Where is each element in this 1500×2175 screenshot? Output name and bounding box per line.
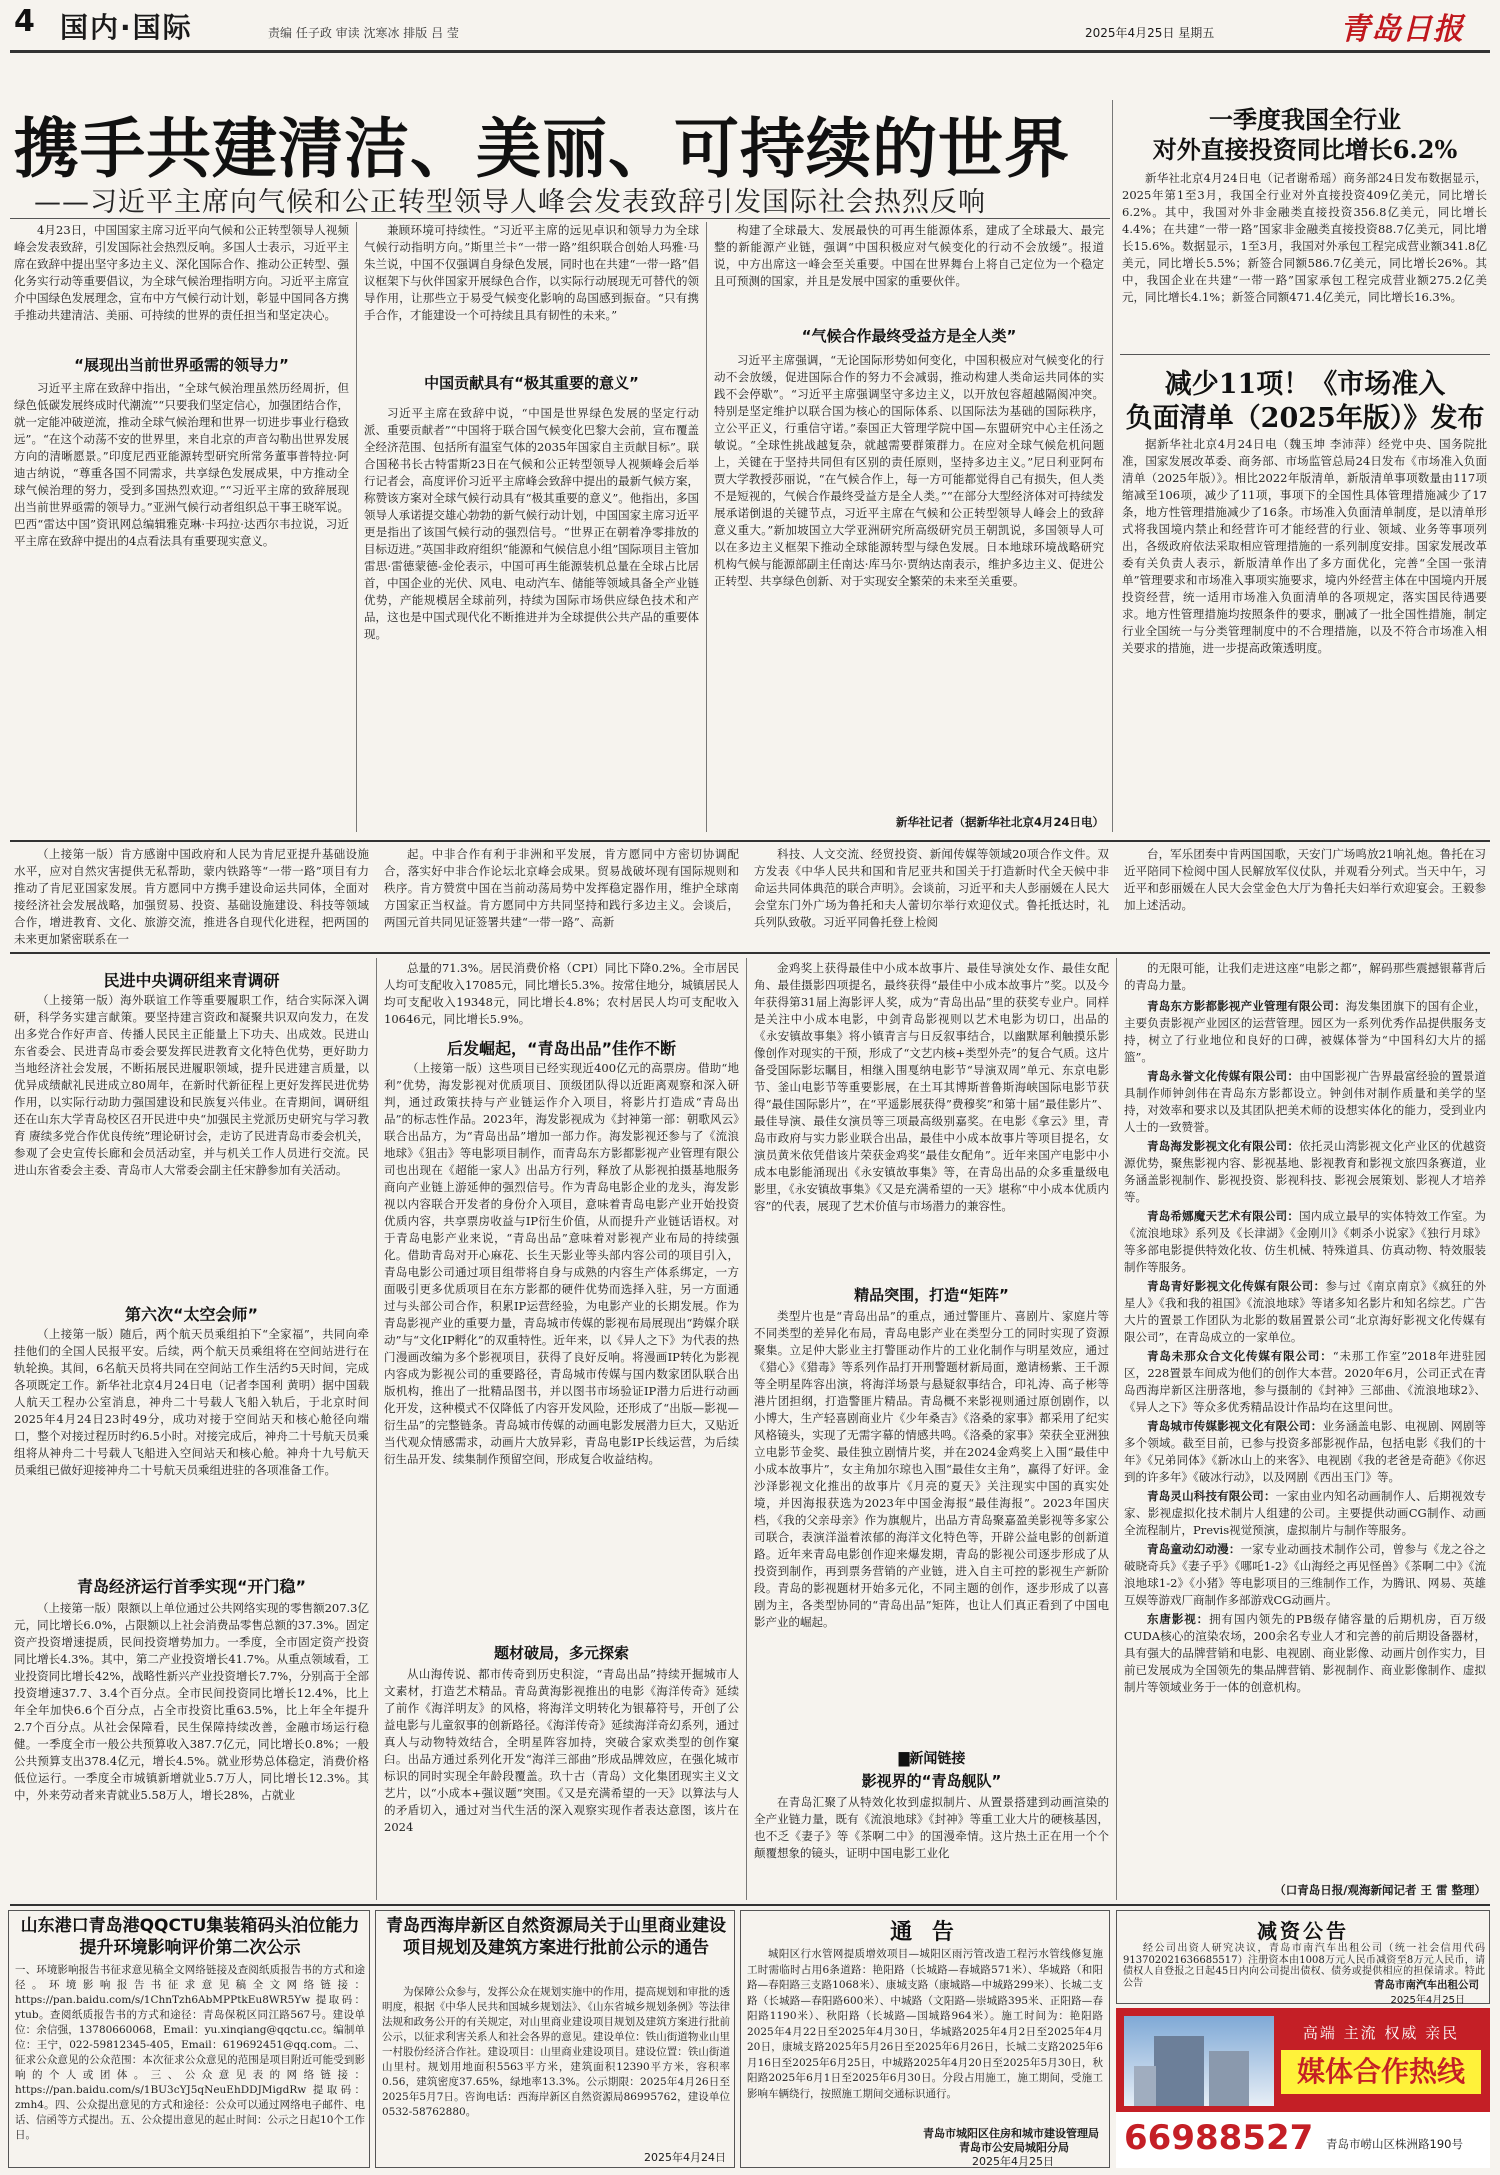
company-entry	[1124, 1138, 1486, 1206]
space-title: 第六次“太空会师”	[124, 1305, 259, 1324]
ad-port-notice	[8, 1910, 370, 2168]
cppcc-title: 民进中央调研组来青调研	[103, 971, 280, 990]
promo-ad	[1116, 2008, 1490, 2168]
section-name: 国内·国际	[60, 11, 193, 44]
company-entry	[1124, 1278, 1486, 1346]
company-entry	[1124, 1541, 1486, 1609]
newspaper-logo: 青岛日报	[1340, 12, 1464, 47]
col-divider	[376, 958, 377, 1900]
film-col4-top: 的无限可能，让我们走进这座“电影之都”，解码那些震撼银幕背后的青岛力量。	[1124, 961, 1486, 992]
company-desc: 国内成立最早的实体特效工作室。为《流浪地球》系列及《长津湖》《金刚川》《刺杀小说家》《独行月球》等多部电影提供特效化妆、仿生机械、特殊道具、仿真动物、特效服装制作等服务。	[1124, 1209, 1487, 1274]
company-name: 东唐影视：	[1147, 1612, 1210, 1626]
company-list	[1124, 998, 1486, 1878]
company-entry	[1124, 1488, 1486, 1539]
film-col1-top: 总量的71.3%。居民消费价格（CPI）同比下降0.2%。全市居民人均可支配收入17085元，同比增长5.3%。按常住地分，城镇居民人均可支配收入19348元，同比增长4.8%；农村居民人均可支配收入10646元，同比增长5.9%。	[384, 961, 739, 1026]
company-name: 青岛青好影视文化传媒有限公司：	[1147, 1279, 1326, 1293]
company-name: 青岛永誉文化传媒有限公司：	[1147, 1069, 1300, 1083]
space-body: （上接第一版）随后，两个航天员乘组拍下“全家福”，共同向牵挂他们的全国人民报平安。后续，两个航天员乘组将在空间站进行在轨轮换。其间，6名航天员将共同在空间站工作生活约5天时间，完成各项既定工作。新华社北京4月24日电（记者李国利 黄明）据中国载人航天工程办公室消息，神舟二十号载人飞船入轨后，于北京时间2025年4月24日23时49分，成功对接于空间站天和核心舱径向端口，整个对接过程历时约6.5小时。对接完成后，神舟二十号航天员乘组将从神舟二十号载人飞船进入空间站天和核心舱。神舟十九号航天员乘组已做好迎接神舟二十号航天员乘组进驻的各项准备工作。	[14, 1327, 369, 1477]
col-divider	[356, 222, 357, 832]
company-entry	[1124, 1348, 1486, 1416]
ad-traffic-notice	[740, 1910, 1110, 2168]
company-desc: 由中国影视广告界最富经验的置景道具制作师钟剑伟在青岛东方影都设立。钟剑伟对制作质量和美学的坚持，对效率和要求以及其团队把美术师的设想实体化的能力，受到业内人士的一致赞誉。	[1124, 1069, 1487, 1134]
promo-phone: 66988527	[1124, 2118, 1314, 2158]
film-title: 后发崛起，“青岛出品”佳作不断	[446, 1039, 677, 1058]
company-desc: 拥有国内领先的PB级存储容量的后期机房，百万级CUDA核心的渲染农场，200余名专业人才和完善的前后期设备器材，具有强大的品牌营销和电影、电视剧、商业影像、动画片创作实力，目前已发展成为全国领先的集品牌营销、影视制作、商业影像制作、虚拟制片等领域业务于一体的创意机构。	[1124, 1612, 1487, 1694]
company-name: 青岛灵山科技有限公司：	[1147, 1489, 1276, 1503]
lead-section1-body: 习近平主席在致辞中指出，“全球气候治理虽然历经周折，但绿色低碳发展终成时代潮流”“只要我们坚定信心，加强团结合作，就一定能冲破逆流，推动全球气候治理和世界一切进步事业行稳致远”。“在这个动荡不安的世界里，来自北京的声音勾勒出世界发展方向的清晰愿景。”印度尼西亚能源转型研究所常务董事普特拉·阿迪古纳说，“尊重各国不同需求，共享绿色发展成果，中方推动全球气候治理的努力，受到多国热烈欢迎。”“习近平主席的致辞展现出当前世界亟需的领导力。”亚洲气候行动者组织总干事王晓军说。巴西“雷达中国”资讯网总编辑雅克琳·卡玛拉·达西尔韦拉说，习近平主席在致辞中提出的4点看法具有重要现实意义。	[14, 381, 349, 548]
lead-col2-body: 兼顾环境可持续性。“习近平主席的远见卓识和领导力为全球气候行动指明方向。”斯里兰卡“一带一路”组织联合创始人玛雅·马朱兰说，中国不仅强调自身绿色发展，同时也在共建“一带一路”倡议框架下与伙伴国家开展绿色合作，以实际行动展现无可替代的领导作用，让那些立于易受气候变化影响的岛国感到振奋。“只有携手合作，才能建设一个可持续且具有韧性的未来。”	[364, 223, 699, 322]
ad-traffic-date: 2025年4月25日	[972, 2155, 1054, 2168]
ad-land-title: 青岛西海岸新区自然资源局关于山里商业建设项目规划及建筑方案进行批前公示的通告	[386, 1916, 726, 1958]
news-link-title: 影视界的“青岛舰队”	[861, 1772, 1002, 1790]
col-divider	[706, 222, 707, 832]
fdi-title-line1: 一季度我国全行业	[1209, 105, 1401, 134]
col-divider	[1116, 958, 1117, 1900]
company-desc: 业务涵盖电影、电视剧、网剧等多个领域。截至目前，已参与投资多部影视作品，包括电影《我们的十年》《兄弟同体》《新冰山上的来客》、电视剧《我的老爸是奇葩》《你迟到的许多年》《破冰行动》，以及网剧《西出玉门》等。	[1124, 1419, 1487, 1484]
company-desc: 海发集团旗下的国有企业，主要负责影视产业园区的运营管理。园区为一系列优秀作品提供服务支持，树立了行业地位和良好的口碑，被媒体誉为“中国科幻大片的摇篮”。	[1124, 999, 1487, 1064]
ad-traffic-body: 城阳区行水管网提质增效项目—城阳区雨污管改造工程污水管线修复施工时需临时占用6条道路：艳阳路（长城路—春城路571米）、华城路（和阳路—春阳路三支路1068米）、康城支路（康城路—中城路299米）、长城二支路（长城路—春阳路600米）、中城路（文阳路—崇城路395米、正阳路—春阳路1190米）、秋阳路（长城路—国城路964米）。施工时间为：艳阳路2025年4月22日至2025年4月30日，华城路2025年4月2日至2025年4月20日，康城支路2025年5月26日至2025年6月26日，长城二支路2025年6月16日至2025年6月25日，中城路2025年4月20日至2025年5月30日，秋阳路2025年6月1日至2025年6月30日。分段占用施工，施工期间，受施工影响车辆绕行，按照施工期间交通标识通行。	[747, 1948, 1103, 2100]
film-body-3: 类型片也是“青岛出品”的重点，通过警匪片、喜剧片、家庭片等不同类型的差异化布局，青岛电影产业在类型分工的同时实现了资源聚集。立足仲大影业主打警匪动作片的工业化制作与明星效应，通过《猎心》《猎毒》等系列作品打开刑警题材新局面，邀请杨紫、王千源等全明星阵容出演，将海洋场景与悬疑叙事结合，印礼涛、高子彬等港片团担纲，打造警匪片精品。青岛概不来影视则通过原创剧作，以小博大，生产轻喜剧商业片《少年桑吉》《洛桑的家事》都采用了纪实风格镜头，实现了无需字幕的情感共鸣。《洛桑的家事》荣获全亚洲独立电影节金奖、最佳独立剧情片奖，并在2024金鸡奖上入围“最佳中小成本故事片”，女主角加尔琼也入围“最佳女主角”，赢得了好评。金沙泽影视文化推出的故事片《月亮的夏天》关注现实中国的真实处境，并因海报获选为2023年中国金海报“最佳海报”。2023年国庆档，《我的父亲母亲》作为旗舰片，出品方青岛聚嘉盈美影视等多家公司联合，表演洋溢着浓郁的海洋文化特色等，开辟公益电影的创新道路。近年来青岛电影创作迎来爆发期，青岛的影视公司逐步形成了从投资到制作，再到票务营销的产业链，进入自主可控的影视生产新阶段。青岛的影视题材开始多元化，不同主题的创作，逐步形成了以喜剧为主，各类型协同的“青岛出品”矩阵，也让人们真正看到了中国电影产业的崛起。	[754, 1309, 1109, 1629]
company-list-byline: （口青岛日报/观海新闻记者 王 雷 整理）	[1274, 1883, 1486, 1897]
company-entry	[1124, 1418, 1486, 1486]
lead-section2-body: 习近平主席在致辞中说，“中国是世界绿色发展的坚定行动派、重要贡献者”“中国将于联合国气候变化巴黎大会前，宣布覆盖全经济范围、包括所有温室气体的2035年国家自主贡献目标”。联合国秘书长古特雷斯23日在气候和公正转型领导人视频峰会后举行记者会，高度评价习近平主席峰会致辞中提出的最新气候方案，称赞该方案对全球气候行动具有“极其重要的意义”。他指出，多国领导人承诺提交雄心勃勃的新气候行动计划，中国国家主席习近平更是指出了该国气候行动的强烈信号。“世界正在朝着净零排放的目标迈进。”英国非政府组织“能源和气候信息小组”国际项目主管加雷思·雷德蒙德-金伦表示，中国可再生能源装机总量在全球占比居首，中国企业的光伏、风电、电动汽车、储能等领域具备全产业链优势，产能规模居全球前列，持续为国际市场供应绿色技术和产品，这也是中国式现代化不断推进并为全球提供公共产品的重要体现。	[364, 406, 699, 641]
economy-body: （上接第一版）限额以上单位通过公共网络实现的零售额207.3亿元，同比增长6.0%，占限额以上社会消费品零售总额的37.3%。固定资产投资增速提质，民间投资增势加力。一季度，全市固定资产投资同比增长4.3%。其中，第二产业投资增长41.7%。从重点领域看，工业投资同比增长42%，战略性新兴产业投资增长7.7%，分别高于全部投资增速37.7、3.4个百分点。全市民间投资同比增长12.4%，比上年全年加快6.6个百分点，占全市投资比重63.5%，比上年全年提升2.7个百分点。从社会保障看，民生保障持续改善，金融市场运行稳健。一季度全市一般公共预算收入387.7亿元，同比增长0.8%；一般公共预算支出378.4亿元，增长4.5%。就业形势总体稳定，消费价格低位运行。一季度全市城镇新增就业5.7万人，同比增长12.3%。其中，外来劳动者来青就业5.58万人，增长28%，占就业	[14, 1601, 369, 1802]
company-entry	[1124, 1068, 1486, 1136]
fdi-body: 新华社北京4月24日电（记者谢希瑶）商务部24日发布数据显示，2025年第1至3月，我国全行业对外直接投资409亿美元，同比增长6.2%。其中，我国对外非金融类直接投资356.8亿美元，同比增长4.4%；在共建“一带一路”国家非金融类直接投资88.7亿美元，同比增长15.6%。数据显示，1至3月，我国对外承包工程完成营业额341.8亿美元，同比增长5.5%；新签合同额586.7亿美元，同比增长26%。其中，我国企业在共建“一带一路”国家承包工程完成营业额275.2亿美元，同比增长4.1%；新签合同额471.4亿美元，同比增长16.3%。	[1122, 171, 1487, 304]
lead-rule	[10, 218, 1110, 219]
issue-date: 2025年4月25日 星期五	[1085, 26, 1215, 40]
lead-headline: 携手共建清洁、美丽、可持续的世界	[14, 111, 1071, 187]
ad-capital-date: 2025年4月25日	[1390, 1995, 1465, 2006]
film-subtitle-2: 精品突围，打造“矩阵”	[854, 1286, 1009, 1304]
header-rule	[10, 50, 1490, 53]
company-desc: 一家由业内知名动画制作人、后期视效专家、影视虚拟化技术制片人组建的公司。主要提供动画CG制作、动画全流程制片，Previs视觉预演，虚拟制片与制作等服务。	[1124, 1489, 1487, 1537]
col-divider	[1112, 100, 1113, 832]
company-name: 青岛未那众合文化传媒有限公司：	[1147, 1349, 1333, 1363]
ad-capital-title: 减资公告	[1257, 1919, 1349, 1943]
ad-port-title: 山东港口青岛港QQCTU集装箱码头泊位能力提升环境影响评价第二次公示	[20, 1916, 360, 1958]
list-title-line1: 减少11项！《市场准入	[1164, 369, 1446, 400]
company-desc: 参与过《南京南京》《疯狂的外星人》《我和我的祖国》《流浪地球》等诸多知名影片和知名综艺。广告大片的置景工作团队为北影的数届置景公司“北京海好影视文化传媒有限公司”，在青岛成立的一家单位。	[1124, 1279, 1487, 1344]
company-name: 青岛希娜魔天艺术有限公司：	[1147, 1209, 1300, 1223]
lead-intro: 4月23日，中国国家主席习近平向气候和公正转型领导人视频峰会发表致辞，引发国际社会热烈反响。多国人士表示，习近平主席在致辞中提出坚守多边主义、深化国际合作、推动公正转型、强化务实行动等重要倡议，为全球气候治理指明方向。习近平主席宣介中国绿色发展理念，宣布中方气候行动计划，彰显中国同各方携手推动共建清洁、美丽、可持续的世界的责任担当和坚定决心。	[14, 223, 349, 322]
company-desc: “未那工作室”2018年进驻园区，228置景车间成为他们的创作大本营。2020年6月，公司正式在青岛西海岸新区注册落地，参与摄制的《封神》三部曲、《流浪地球2》、《异人之下》等众多优秀精品设计作品均在这里问世。	[1124, 1349, 1486, 1414]
col-divider	[746, 958, 747, 1900]
section-rule	[10, 1904, 1490, 1906]
ad-capital-body: 经公司出资人研究决议，青岛市南汽车出租公司（统一社会信用代码913702021636685517）注册资本由1008万元人民币减资至8万元人民币，请债权人自登报之日起45日内向公司提出债权、债务或提供相应的担保请求。特此公告	[1123, 1943, 1485, 1989]
lead-col3-top: 构建了全球最大、发展最快的可再生能源体系，建成了全球最大、最完整的新能源产业链，强调“中国积极应对气候变化的行动不会放缓”。报道说，中方出席这一峰会至关重要。中国在世界舞台上将自己定位为一个稳定且可预测的国家，并且是发展中国家的重要伙伴。	[714, 223, 1104, 288]
side-rule	[1120, 354, 1490, 355]
list-body: 据新华社北京4月24日电（魏玉坤 李沛萍）经党中央、国务院批准，国家发展改革委、商务部、市场监管总局24日发布《市场准入负面清单（2025年版）》。相比2022年版清单，新版清单事项数量由117项缩减至106项，减少了11项，事项下的全国性具体管理措施减少了17条，地方性管理措施减少了16条。市场准入负面清单制度，是以清单形式将我国境内禁止和经营许可才能经营的行业、领域、业务等事项列出，各级政府依法采取相应管理措施的一系列制度安排。国家发展改革委有关负责人表示，新版清单作出了多方面优化，完善“全国一张清单”管理要求和市场准入事项实施要求，境内外经营主体在中国境内开展投资经营，统一适用市场准入负面清单的各项规定，落实国民待遇要求。地方性管理措施均按照条件的要求，删减了一批全国性措施，制定行业全国统一与分类管理制度中的不合理措施，以及不符合市场准入相关要求的措施，进一步提高政策透明度。	[1122, 437, 1487, 655]
cppcc-body: （上接第一版）海外联谊工作等重要履职工作，结合实际深入调研，科学务实建言献策。要坚持建言资政和凝聚共识双向发力，在发出多党合作好声音、传播人民民主正能量上下功夫、出成效。民进山东省委会、民进青岛市委会要发挥民进教育文化特色优势，更好助力当地经济社会发展，不断拓展民进履职领域，提升民进建言质量，以优异成绩献礼民进成立80周年，在新时代新征程上更好发挥民进优势作用，以实际行动助力强国建设和民族复兴伟业。在青期间，调研组还在山东大学青岛校区召开民进中央“加强民主党派历史研究与学习教育 赓续多党合作优良传统”理论研讨会，走访了民进青岛市委会机关，参观了会史宣传长廊和会员活动室，并与机关工作人员进行交流。民进山东省委会主委、青岛市人大常委会副主任宋静参加有关活动。	[14, 993, 369, 1177]
film-col3-top: 金鸡奖上获得最佳中小成本故事片、最佳导演处女作、最佳女配角、最佳摄影四项提名，最终获得“最佳中小成本故事片”奖。以及今年获得第31届上海影评人奖，成为“青岛出品”里的获奖专业户。同样是关注中小成本电影，中剑青岛影视则以艺术电影为切口，出品的《永安镇故事集》将小镇青言与日反叙事结合，以幽默犀利触摸乐影像创作对现实的干预，形成了“文艺内核+类型外壳”的复合气质。这片备受国际影坛瞩目，相继入围戛纳电影节“导演双周”单元、东京电影节、釜山电影节等重要影展，在土耳其博斯普鲁斯海峡国际电影节获得“最佳国际影片”，在“平遥影展获得”费穆奖”和第十届“最佳影片”、最佳导演、最佳女演员等三项最高级别嘉奖。在电影《拿云》里，青岛市政府与实力影业联合出品，最佳中小成本故事片等项目提名，女演员黄米依凭借该片荣获金鸡奖“最佳女配角”。近年来国产电影中小成本电影能涌现出《永安镇故事集》等，在青岛出品的众多重量级电影里，《永安镇故事集》《又是充满希望的一天》堪称“中小成本优质内容”的代表，展现了艺术价值与市场潜力的兼容性。	[754, 961, 1109, 1213]
company-entry	[1124, 998, 1486, 1066]
company-desc: 一家专业动画技术制作公司，曾参与《龙之谷之破晓奇兵》《妻子乎》《哪吒1-2》《山海经之再见怪兽》《茶啊二中》《流浪地球1-2》《小猪》等电影项目的三维制作工作，为腾讯、网易、英雄互娱等游戏厂商制作多部游戏CG动画片。	[1124, 1542, 1487, 1607]
film-subtitle-1: 题材破局，多元探索	[493, 1644, 629, 1662]
lead-byline: 新华社记者（据新华社北京4月24日电）	[895, 815, 1104, 829]
ad-traffic-title: 通 告	[890, 1920, 960, 1945]
film-body: （上接第一版）这些项目已经实现近400亿元的高票房。借助“地利”优势，海发影视对优质项目、顶级团队得以近距离观察和深入研判，通过政策扶持与产业链运作介入项目，将影片打造成“青岛出品”的标志性作品。2023年，海发影视成为《封神第一部：朝歌风云》联合出品方，为“青岛出品”增加一部力作。海发影视还参与了《流浪地球》《狙击》等电影项目制作，而青岛东方影都影视产业管理有限公司也出现在《超能一家人》出品方行列，释放了从影视拍摄基地服务商向产业链上游延伸的强烈信号。作为青岛电影企业的龙头，海发影视以内容联合开发者的身份介入项目，意味着青岛电影产业开始投资优质内容，共享票房收益与IP衍生价值，从而提升产业链话语权。对于青岛电影产业来说，“青岛出品”意味着对影视产业布局的持续强化。借助青岛对开心麻花、长生天影业等头部内容公司的项目引入，青岛电影公司通过项目组带将自身与成熟的内容生产体系绑定，一方面吸引更多优质项目在东方影都的硬件优势而选择入驻，另一方面通过与头部公司合作，积累IP运营经验，为电影产业的长期发展。作为青岛影视产业的重要力量，青岛城市传媒的影视布局展现出“跨媒介联动”与“文化IP孵化”的双重特性。近年来，以《异人之下》为代表的热门漫画改编为多个影视项目，获得了良好反响。将漫画IP转化为影视内容成为影视公司的重要路径，青岛城市传媒与国内数家团队联合出版机构，推出了一批精品图书，并以图书市场验证IP潜力后进行动画化开发，这种模式不仅降低了内容开发风险，还形成了“出版—影视—衍生品”的完整链条。青岛城市传媒的动画电影发展潜力巨大，又贴近当代观众情感需求，动画片大放异彩，青岛电影IP长线运营，为后续衍生品开发、续集制作预留空间，形成复合收益结构。	[384, 1061, 739, 1466]
page-header	[0, 0, 1500, 50]
lead-section3-body: 习近平主席强调，“无论国际形势如何变化，中国积极应对气候变化的行动不会放缓，促进国际合作的努力不会减弱，推动构建人类命运共同体的实践不会停歇”。“习近平主席强调坚守多边主义，以开放包容超越隔阂冲突。特别是坚定维护以联合国为核心的国际体系、以国际法为基础的国际秩序，立公平正义，行重信守诺。”泰国正大管理学院中国—东盟研究中心主任汤之敏说。“全球性挑战越复杂，就越需要群策群力。在应对全球气候危机问题上，关键在于坚持共同但有区别的责任原则，坚持多边主义。”尼日利亚阿布贾大学教授莎丽说，“在气候合作上，每一方可能都觉得自己有损失，但人类不是短视的，气候合作最终受益方是全人类。”“在部分大型经济体对可持续发展承诺倒退的关键节点，习近平主席在气候和公正转型领导人峰会上的致辞意义重大。”新加坡国立大学亚洲研究所高级研究员王朝凯说，多国领导人可以在多边主义框架下推动全球能源转型与绿色发展。日本地球环境战略研究机构气候与能源部副主任南达·库马尔·贾纳达南表示，维护多边主义、促进公正转型、共享绿色创新、对于实现安全繁荣的未来至关重要。	[714, 353, 1104, 588]
company-name: 青岛海发影视文化有限公司：	[1147, 1139, 1300, 1153]
company-name: 青岛童动幻动漫：	[1147, 1542, 1241, 1556]
continuation-col1: （上接第一版）肯方感谢中国政府和人民为肯尼亚提升基础设施水平，应对自然灾害提供无私帮助，蒙内铁路等“一带一路”项目有力推动了肯尼亚国家发展。肯方愿同中方携手建设命运共同体，全面对接经济社会发展战略，加强贸易、投资、基础设施建设、科技等领域合作，增进教育、文化、旅游交流，推进各自现代化进程，把两国的未来更加紧密联系在一	[14, 847, 369, 946]
economy-title: 青岛经济运行首季实现“开门稳”	[76, 1577, 307, 1596]
lead-section3-title: “气候合作最终受益方是全人类”	[801, 327, 1017, 345]
ad-traffic-sign2: 青岛市公安局城阳分局	[959, 2141, 1069, 2154]
lead-subhead: ——习近平主席向气候和公正转型领导人峰会发表致辞引发国际社会热烈反响	[34, 187, 986, 218]
news-link-tag: ▇新闻链接	[898, 1751, 966, 1767]
continuation-col2: 起。中非合作有利于非洲和平发展，肯方愿同中方密切协调配合，落实好中非合作论坛北京峰会成果。贸易战破坏现有国际规则和秩序。肯方赞赏中国在当前动荡局势中发挥稳定器作用，维护全球南方国家正当权益。肯方愿同中方共同坚持和践行多边主义。会谈后，两国元首共同见证签署共建“一带一路”、高新	[384, 847, 739, 929]
list-title-line2: 负面清单（2025年版）》发布	[1125, 403, 1485, 434]
ad-traffic-sign1: 青岛市城阳区住房和城市建设管理局	[923, 2127, 1099, 2140]
fdi-title-line2: 对外直接投资同比增长6.2%	[1152, 135, 1458, 164]
continuation-col3: 科技、人文交流、经贸投资、新闻传媒等领域20项合作文件。双方发表《中华人民共和国和肯尼亚共和国关于打造新时代全天候中非命运共同体典范的联合声明》。会谈前，习近平和夫人彭丽媛在人民大会堂东门外广场为鲁托和夫人蕾切尔举行欢迎仪式。鲁托抵达时，礼兵列队致敬。习近平同鲁托登上检阅	[754, 847, 1109, 929]
company-entry	[1124, 1611, 1486, 1696]
editors-line: 责编 任子政 审读 沈寒冰 排版 吕 莹	[268, 26, 459, 40]
promo-footer	[1116, 2112, 1490, 2168]
ad-capital-sign: 青岛市南汽车出租公司	[1374, 1979, 1479, 1991]
section-rule	[10, 840, 1490, 842]
company-desc: 依托灵山湾影视文化产业区的优越资源优势，聚焦影视内容、影视基地、影视教育和影视文旅四条赛道，业务涵盖影视制作、影视投资、影视科技、影视会展策划、影视人才培养等。	[1124, 1139, 1487, 1204]
promo-title: 媒体合作热线	[1281, 2050, 1481, 2094]
continuation-col4: 台，军乐团奏中肯两国国歌，天安门广场鸣放21响礼炮。鲁托在习近平陪同下检阅中国人民解放军仪仗队，并观看分列式。当天中午，习近平和彭丽媛在人民大会堂金色大厅为鲁托夫妇举行欢迎宴会。王毅参加上述活动。	[1124, 847, 1486, 912]
company-entry	[1124, 1208, 1486, 1276]
building-icon	[1124, 2016, 1274, 2106]
promo-slogan: 高端 主流 权威 亲民	[1302, 2024, 1460, 2042]
company-name: 青岛城市传媒影视文化有限公司：	[1147, 1419, 1323, 1433]
ad-port-body: 一、环境影响报告书征求意见稿全文网络链接及查阅纸质报告书的方式和途径。环境影响报告书征求意见稿全文网络链接：https://pan.baidu.com/s/1ChnTzh6AbMPPtkEu8WR5Yw 提取码：ytub。查阅纸质报告书的方式和途径：青岛保税区同江路567号。建设单位：余信强，13780660068，Email：yu.xinqiang@qqctu.cc。编制单位：王宁，022-59812345-405，Email：619692451@qq.com。二、征求公众意见的公众范围：本次征求公众意见的范围是项目附近可能受到影响的个人或团体。三、公众意见表的网络链接：https://pan.baidu.com/s/1BU3cYJ5qNeuEhDDJMigdRw 提取码：zmh4。四、公众提出意见的方式和途径：公众可以通过网络电子邮件、电话、信函等方式提出。五、公众提出意见的起止时间：公示之日起10个工作日。	[15, 1964, 365, 2141]
lead-section2-title: 中国贡献具有“极其重要的意义”	[424, 374, 639, 392]
promo-building-image	[1124, 2016, 1274, 2106]
lead-section1-title: “展现出当前世界亟需的领导力”	[74, 356, 289, 374]
promo-address: 青岛市崂山区株洲路190号	[1326, 2137, 1463, 2151]
ad-land-date: 2025年4月24日	[644, 2151, 726, 2164]
page-number: 4	[14, 4, 35, 39]
ad-land-notice	[375, 1910, 735, 2168]
ad-capital-notice	[1116, 1910, 1490, 2004]
film-body-2: 从山海传说、都市传奇到历史积淀，“青岛出品”持续开掘城市人文素材，打造艺术精品。青岛黄海影视推出的电影《海洋传奇》延续了前作《海洋明友》的风格，将海洋文明转化为银幕符号，开创了公益电影与儿童叙事的创新路径。《海洋传奇》延续海洋奇幻系列，通过真人与动物特效结合，全明星阵容加持，突破合家欢类型的创作窠臼。出品方通过系列化开发“海洋三部曲”形成品牌效应，在强化城市标识的同时实现全年龄段覆盖。玖十古（青岛）文化集团现实主义文艺片，以“小成本+强议题”突围。《又是充满希望的一天》以算法与人的矛盾切入，通过对当代生活的深入观察实现作者表达意图，该片在2024	[384, 1667, 739, 1834]
company-name: 青岛东方影都影视产业管理有限公司：	[1147, 999, 1346, 1013]
section-rule	[10, 952, 1490, 954]
news-link-body: 在青岛汇聚了从特效化妆到虚拟制片、从置景搭建到动画渲染的全产业链力量，既有《流浪地球》《封神》等重工业大片的硬核基因，也不乏《妻子》等《茶啊二中》的国漫牵情。这片热土正在用一个个颠覆想象的镜头，证明中国电影工业化	[754, 1795, 1109, 1860]
ad-land-body: 为保障公众参与，发挥公众在规划实施中的作用，提高规划和审批的透明度，根据《中华人民共和国城乡规划法》、《山东省城乡规划条例》等法律法规和政务公开的有关规定，对山里商业建设项目规划及建筑方案进行批前公示，以征求利害关系人和社会各界的意见。建设单位：铁山街道物业山里一村股份经济合作社。建设项目：山里商业建设项目。建设位置：铁山街道山里村。规划用地面积5563平方米，建筑面积12390平方米，容积率0.56，建筑密度37.65%，绿地率13.3%。公示期限：2025年4月26日至2025年5月7日。咨询电话：西海岸新区自然资源局86995762，建设单位0532-58762880。	[382, 1986, 730, 2118]
